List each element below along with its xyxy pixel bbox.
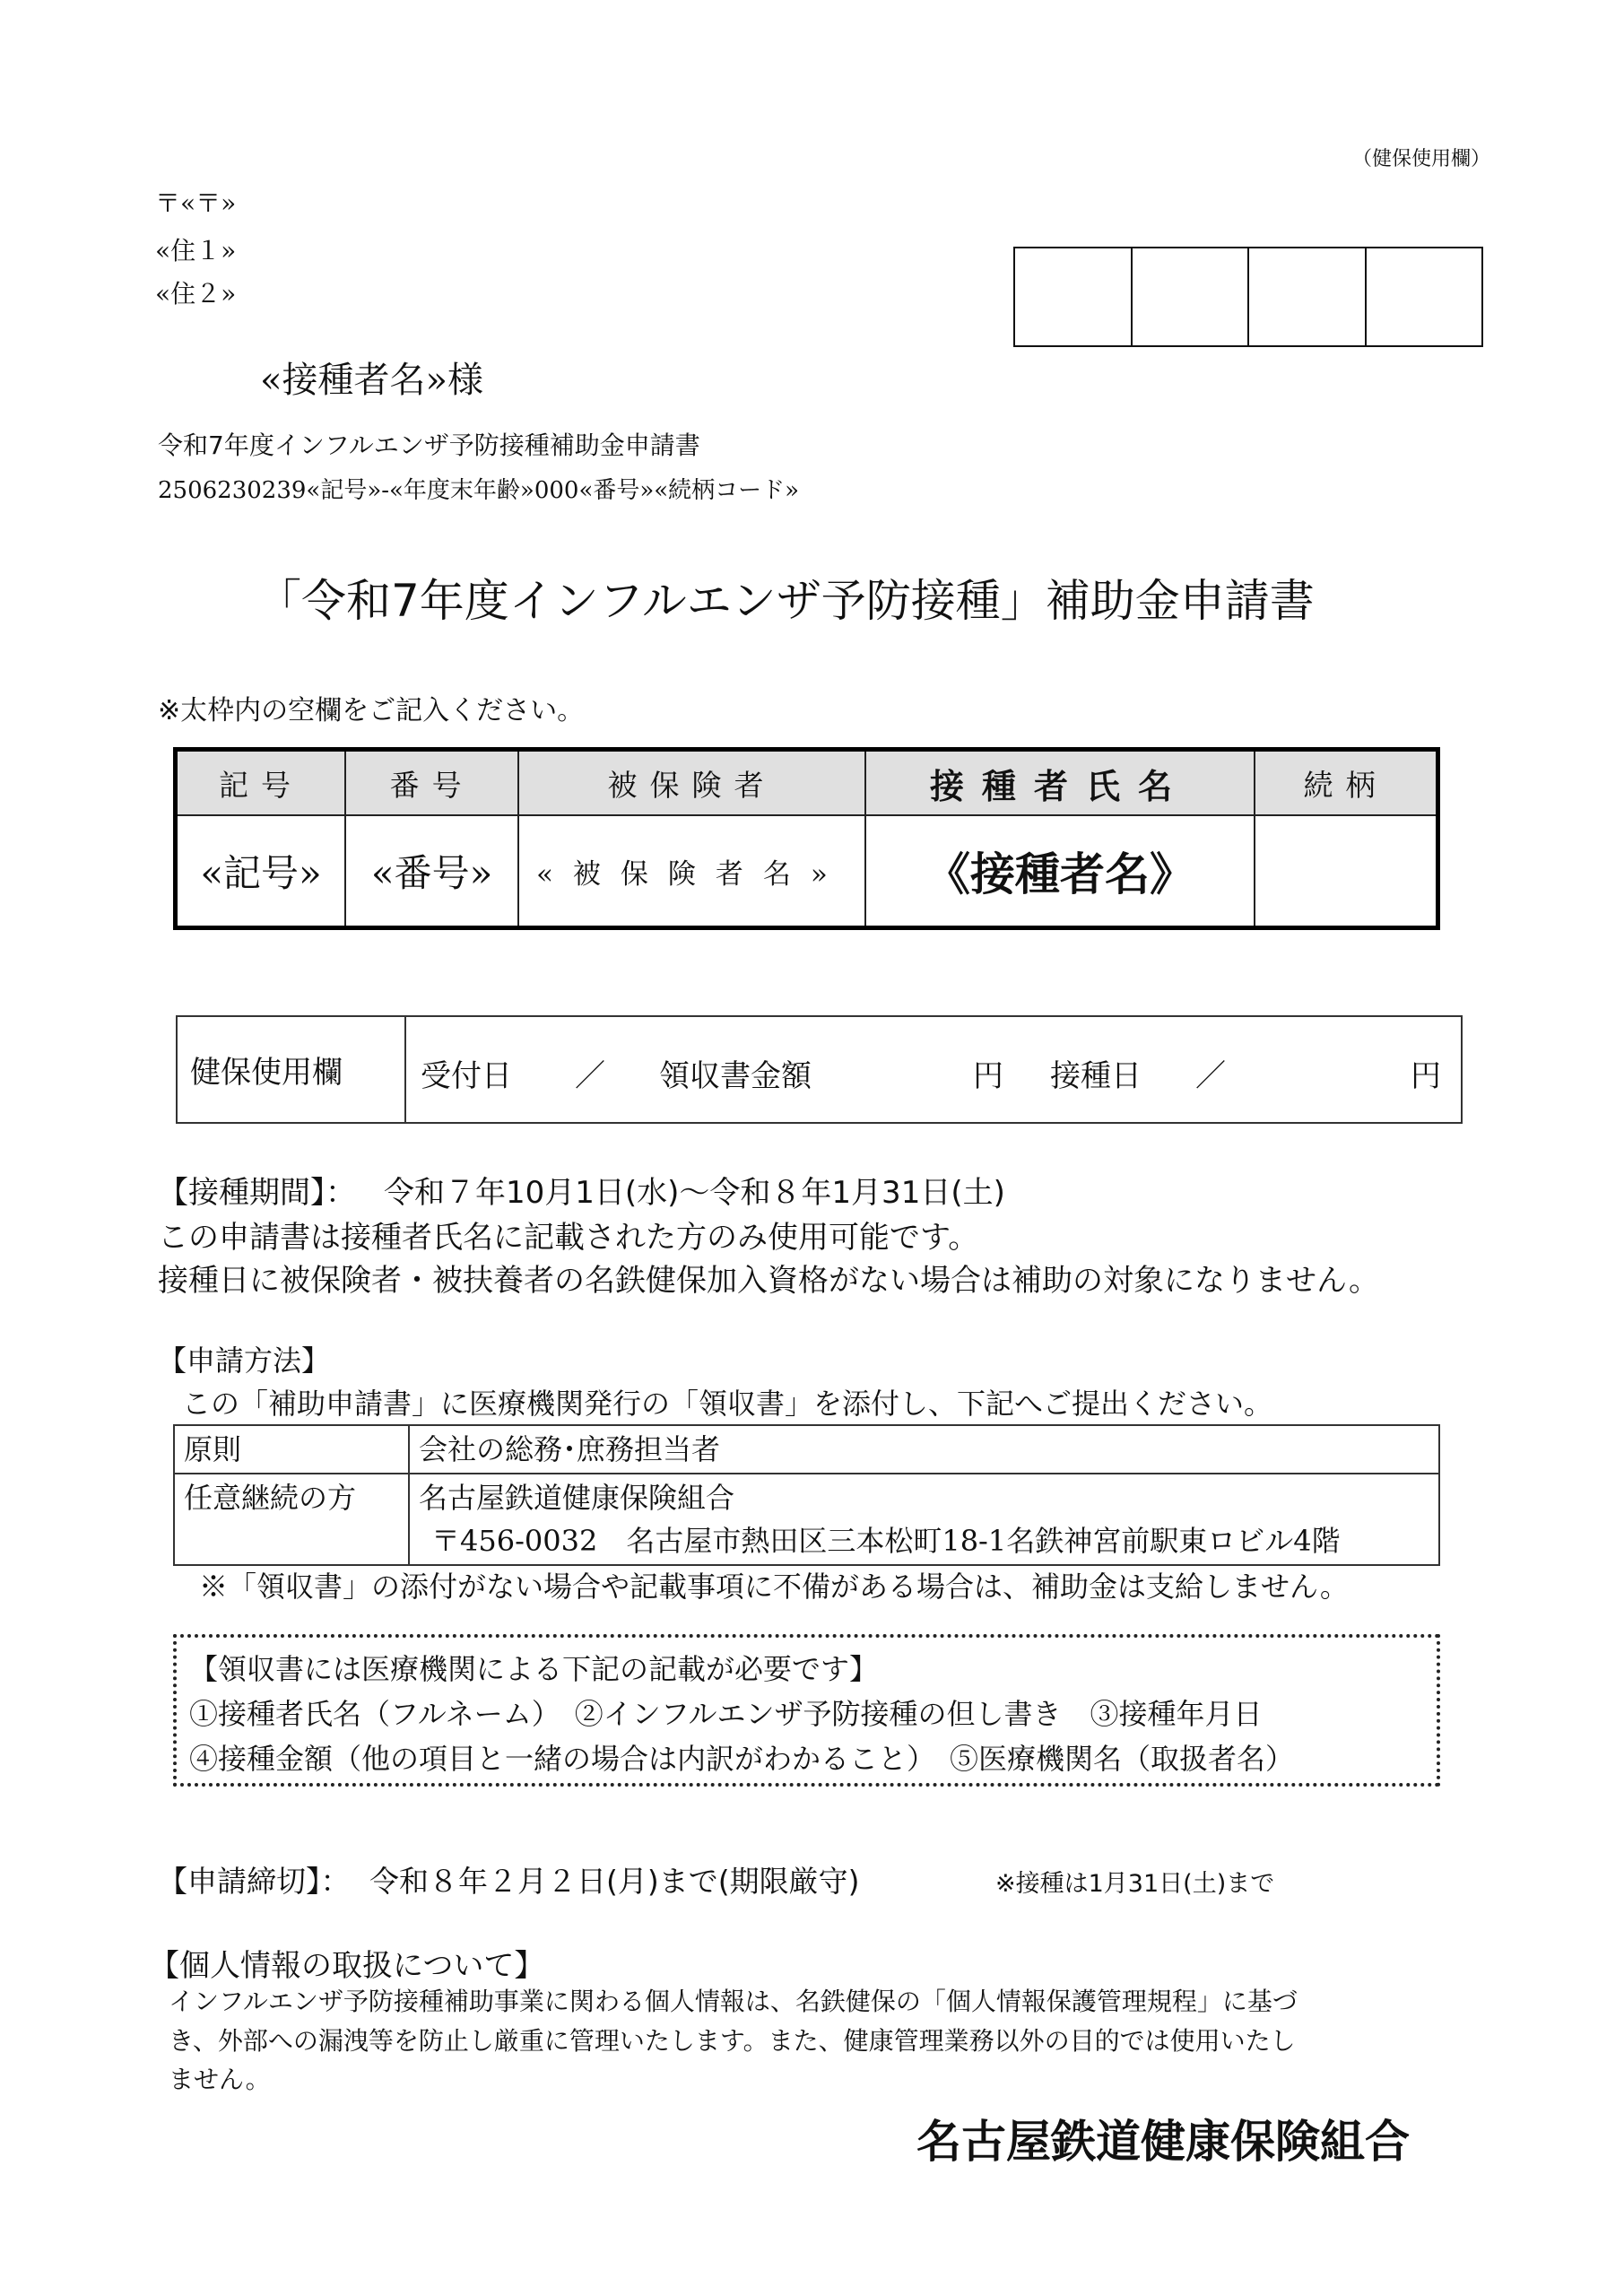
stamp-box — [1133, 248, 1250, 345]
header-kigo: 記号 — [176, 750, 346, 816]
code-line: 2506230239«記号»-«年度末年齢»000«番号»«続柄コード» — [158, 477, 800, 504]
insurer-use-table — [176, 1015, 1463, 1124]
method-intro: この「補助申請書」に医療機関発行の「領収書」を添付し、下記へご提出ください。 — [182, 1387, 1273, 1421]
period-label: 【接種期間】： — [158, 1175, 356, 1211]
date-slash-2: ／ — [1195, 1058, 1226, 1094]
deadline-note: ※接種は1月31日(土)まで — [995, 1870, 1275, 1898]
submission-value-voluntary — [409, 1474, 1439, 1565]
privacy-heading: 【個人情報の取扱について】 — [149, 1948, 545, 1984]
submission-org-name: 名古屋鉄道健康保険組合 — [419, 1481, 735, 1515]
instruction-text: ※太枠内の空欄をご記入ください。 — [158, 695, 585, 726]
vaccination-date-label: 接種日 — [1050, 1058, 1142, 1094]
relationship-field[interactable] — [1255, 815, 1437, 928]
deadline-label: 【申請締切】： — [158, 1864, 351, 1899]
stamp-box — [1249, 248, 1367, 345]
period-note-2: 接種日に被保険者・被扶養者の名鉄健保加入資格がない場合は補助の対象になりません。 — [158, 1263, 1380, 1299]
period-note-1: この申請書は接種者氏名に記載された方のみ使用可能です。 — [158, 1220, 979, 1256]
applicant-table — [173, 747, 1440, 930]
yen-unit-1: 円 — [973, 1058, 1003, 1094]
address-line-1: «住１» — [155, 236, 237, 265]
insurer-use-fields — [405, 1016, 1462, 1123]
stamp-box — [1367, 248, 1482, 345]
method-heading: 【申請方法】 — [158, 1344, 331, 1378]
header-vaccinee-name: 接種者氏名 — [865, 750, 1255, 816]
value-vaccinee-name: 《接種者名》 — [865, 815, 1255, 928]
page-title: 「令和7年度インフルエンザ予防接種」補助金申請書 — [256, 575, 1315, 627]
insurer-use-label: 健保使用欄 — [177, 1016, 405, 1123]
deadline-value: 令和８年２月２日(月)まで(期限厳守) — [369, 1864, 860, 1899]
period-value: 令和７年10月1日(水)～令和８年1月31日(土) — [384, 1175, 1005, 1211]
header-relationship: 続柄 — [1255, 750, 1437, 816]
receipt-amount-label: 領収書金額 — [659, 1058, 812, 1094]
submission-value-default: 会社の総務･庶務担当者 — [409, 1425, 1439, 1474]
submission-label-voluntary: 任意継続の方 — [174, 1474, 409, 1565]
privacy-line-2: き、外部への漏洩等を防止し厳重に管理いたします。また、健康管理業務以外の目的では使用いたし — [169, 2026, 1296, 2056]
receipt-box-line-1: ①接種者氏名（フルネーム） ②インフルエンザ予防接種の但し書き ③接種年月日 — [189, 1697, 1263, 1731]
organization-name: 名古屋鉄道健康保険組合 — [916, 2116, 1410, 2168]
receipt-requirements-box — [173, 1634, 1440, 1787]
receipt-box-title: 【領収書には医療機関による下記の記載が必要です】 — [189, 1652, 879, 1686]
recipient-name: «接種者名»様 — [260, 360, 483, 401]
kenpo-use-note: （健保使用欄） — [1352, 148, 1491, 170]
method-note: ※「領収書」の添付がない場合や記載事項に不備がある場合は、補助金は支給しません。 — [199, 1570, 1349, 1604]
small-document-title: 令和7年度インフルエンザ予防接種補助金申請書 — [158, 430, 700, 460]
stamp-box — [1015, 248, 1133, 345]
date-slash: ／ — [575, 1058, 605, 1094]
address-line-2: «住２» — [155, 279, 237, 309]
privacy-line-1: インフルエンザ予防接種補助事業に関わる個人情報は、名鉄健保の「個人情報保護管理規程」に基づ — [169, 1987, 1298, 2016]
value-insured-name: «被保険者名» — [518, 815, 865, 928]
yen-unit-2: 円 — [1411, 1058, 1441, 1094]
value-kigo: «記号» — [176, 815, 346, 928]
header-insured: 被保険者 — [518, 750, 865, 816]
privacy-line-3: ません。 — [169, 2065, 271, 2094]
postal-code: 〒«〒» — [155, 188, 237, 218]
stamp-boxes — [1013, 247, 1483, 347]
value-bango: «番号» — [345, 815, 518, 928]
header-bango: 番号 — [345, 750, 518, 816]
submission-table — [173, 1424, 1440, 1566]
receipt-box-line-2: ④接種金額（他の項目と一緒の場合は内訳がわかること） ⑤医療機関名（取扱者名） — [189, 1742, 1295, 1776]
received-date-label: 受付日 — [421, 1058, 512, 1094]
submission-label-default: 原則 — [174, 1425, 409, 1474]
submission-address: 〒456-0032 名古屋市熱田区三本松町18-1名鉄神宮前駅東ロビル4階 — [431, 1524, 1341, 1558]
